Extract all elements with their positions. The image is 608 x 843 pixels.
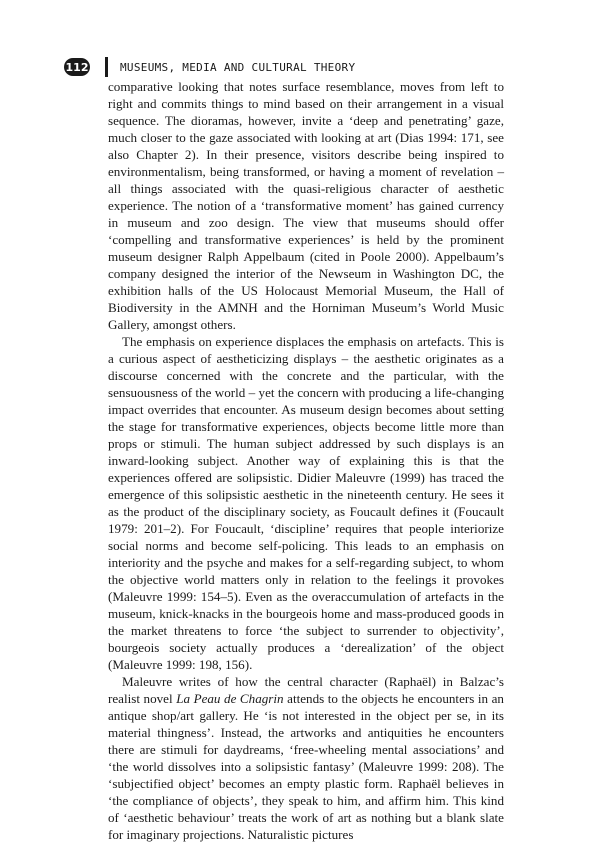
body-text	[108, 78, 504, 843]
paragraph-text: attends to the objects he encounters in an antique shop/art gallery. He ‘is not interested in the object per se, in its material thingness’. Instead, the artworks and antiquities he encounters there are stimuli for daydreams, ‘free-wheeling mental associations’ and ‘the world dissolves into a solipsistic fantasy’ (Maleuvre 1999: 208). The ‘subjectified object’ becomes an empty plastic form. Raphaël believes in ‘the compliance of objects’, they speak to him, and affirm him. This kind of ‘aesthetic behaviour’ treats the work of art as nothing but a blank slate for imaginary projections. Naturalistic pictures	[108, 691, 504, 842]
paragraph-text: comparative looking that notes surface resemblance, moves from left to right and commits things to mind based on their arrangement in a visual sequence. The dioramas, however, invite a ‘deep and penetrating’ gaze, much closer to the gaze associated with looking at art (Dias 1994: 171, see also Chapter 2). In their presence, visitors describe being inspired to environmentalism, being transformed, or having a moment of revelation – all things associated with the quasi-religious character of aesthetic experience. The notion of a ‘transformative moment’ has gained currency in museum and zoo design. The view that museums should offer ‘compelling and transformative experiences’ is held by the prominent museum designer Ralph Appelbaum (cited in Poole 2000). Appelbaum’s company designed the interior of the Newseum in Washington DC, the exhibition halls of the US Holocaust Memorial Museum, the Hall of Biodiversity in the AMNH and the Horniman Museum’s World Music Gallery, amongst others.	[108, 79, 504, 332]
header-divider	[105, 57, 108, 77]
page-number: 112	[65, 60, 89, 74]
running-header	[64, 57, 355, 77]
paragraph-text: The emphasis on experience displaces the emphasis on artefacts. This is a curious aspect of aestheticizing displays – the aesthetic originates as a discourse concerned with the concrete and the particular, with the sensuousness of the world – yet the concern with producing a life-changing impact overrides that encounter. As museum design becomes about setting the stage for transformative experiences, objects become little more than props or stimuli. The human subject addressed by such displays is an inward-looking subject. Another way of explaining this is that the experiences offered are solipsistic. Didier Maleuvre (1999) has traced the emergence of this solipsistic aesthetic in the nineteenth century. He sees it as the product of the disciplinary society, as Foucault defines it (Foucault 1979: 201–2). For Foucault, ‘discipline’ requires that people interiorize social norms and become self-policing. This leads to an emphasis on interiority and the psyche and makes for a self-regarding subject, to whom the objective world matters only in relation to the feelings it provokes (Maleuvre 1999: 154–5). Even as the overaccumulation of artefacts in the museum, knick-knacks in the bourgeois home and mass-produced goods in the market threatens to force ‘the subject to surrender to objectivity’, bourgeois society actually produces a ‘derealization’ of the object (Maleuvre 1999: 198, 156).	[108, 334, 504, 672]
running-title: MUSEUMS, MEDIA AND CULTURAL THEORY	[120, 60, 356, 74]
paragraph	[108, 78, 504, 333]
page-number-badge	[64, 58, 90, 76]
italic-title: La Peau de Chagrin	[176, 691, 284, 706]
paragraph	[108, 333, 504, 673]
paragraph	[108, 673, 504, 843]
paragraph-text: Maleuvre writes of how the central character (Raphaël) in Balzac’s realist novel	[108, 674, 504, 706]
